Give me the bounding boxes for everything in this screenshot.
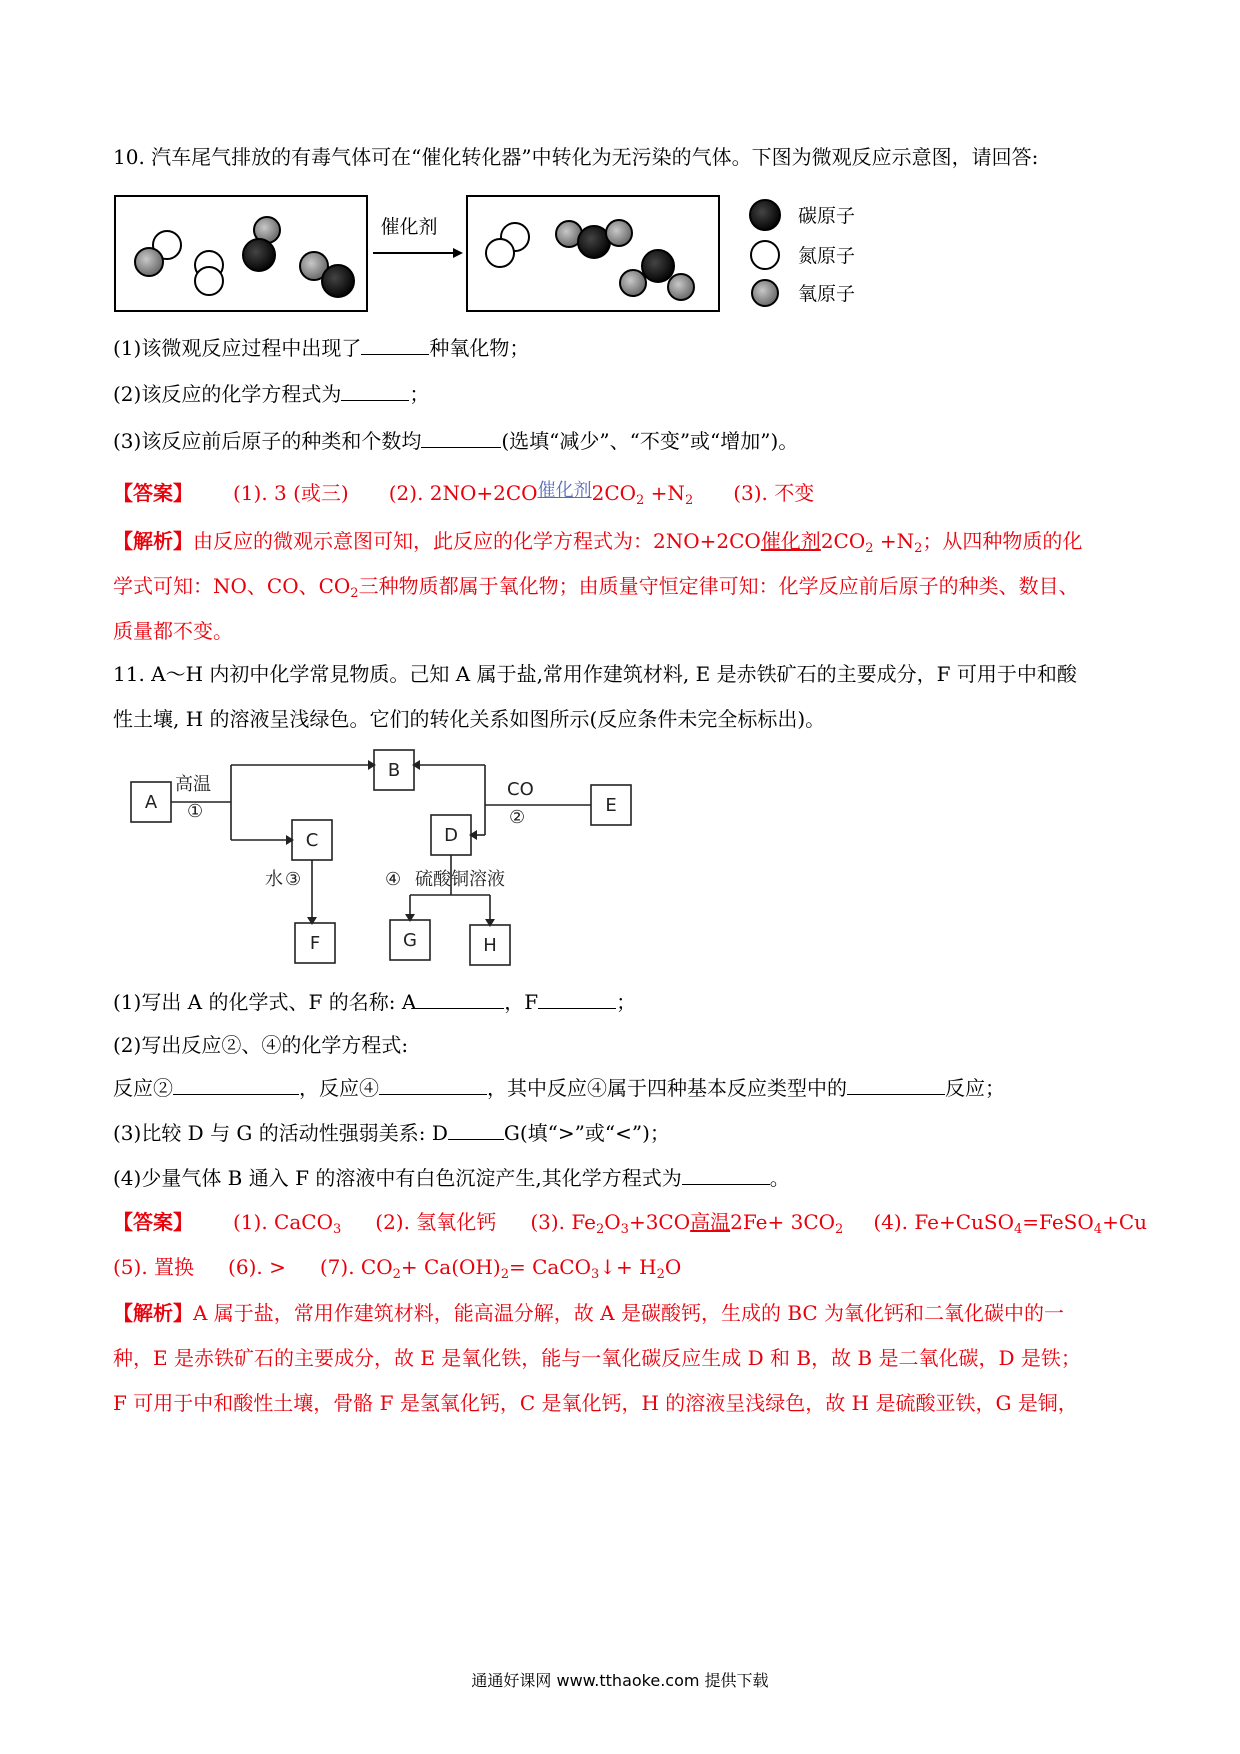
q11-analysis-line-2: 种，E 是赤铁矿石的主要成分，故 E 是氧化铁，能与一氧化碳反应生成 D 和 B，故 B 是二氧化碳，D 是铁；	[113, 1346, 1081, 1370]
answer-blank[interactable]	[421, 427, 501, 448]
answer-blank[interactable]	[379, 1074, 487, 1095]
q11-question-1: (1)写出 A 的化学式、F 的名称: A ，F ；	[113, 990, 637, 1014]
q11-stem-line-1: 11. A～H 内初中化学常見物质。己知 A 属于盐,常用作建筑材料, E 是赤铁矿石的主要成分，F 可用于中和酸	[113, 662, 1077, 686]
q11-question-4: (4)少量气体 B 通入 F 的溶液中有白色沉淀产生,其化学方程式为 。	[113, 1166, 790, 1190]
q11-question-2: (2)写出反应②、④的化学方程式:	[113, 1033, 409, 1057]
q11-stem-line-2: 性土壤, H 的溶液呈浅绿色。它们的转化关系如图所示(反应条件未完全标标出)。	[113, 707, 826, 731]
answer-blank[interactable]	[682, 1164, 770, 1185]
q11-analysis-line-1: 【解析】A 属于盐，常用作建筑材料，能高温分解，故 A 是碳酸钙，生成的 BC 为氧化钙和二氧化碳中的一	[113, 1301, 1065, 1325]
svg-text:硫酸铜溶液: 硫酸铜溶液	[415, 869, 505, 890]
q10-stem: 10. 汽车尾气排放的有毒气体可在“催化转化器”中转化为无污染的气体。下图为微观反应示意图，请回答:	[113, 145, 1039, 169]
answer-blank[interactable]	[173, 1074, 299, 1095]
svg-text:④: ④	[385, 869, 402, 890]
svg-text:②: ②	[509, 807, 526, 828]
svg-text:氧原子: 氧原子	[798, 283, 856, 305]
q11-question-2-blanks: 反应② ，反应④ ，其中反应④属于四种基本反应类型中的 反应；	[113, 1076, 1005, 1100]
legend-oxygen-icon	[752, 280, 778, 306]
q10-analysis-line-3: 质量都不变。	[113, 619, 233, 643]
svg-text:D: D	[444, 825, 458, 846]
answer-blank[interactable]	[847, 1074, 945, 1095]
q10-question-2: (2)该反应的化学方程式为 ；	[113, 382, 430, 406]
product-molecules	[486, 220, 694, 300]
svg-text:E: E	[605, 795, 617, 816]
svg-text:高温: 高温	[175, 774, 211, 795]
q11-answer-line-1: 【答案】 (1). CaCO$_3$ (2). 氢氧化钙 (3). $Fe_2O_3+3CO$高温$2Fe+ 3CO_2$ (4). Fe+CuSO$_4$=FeSO$_4$+Cu	[113, 1210, 1148, 1237]
q11-answer-line-2: (5). 置换 (6). > (7). $CO_2+ Ca(OH)_2=$ CaCO$_3$↓+ $H_2O$	[113, 1255, 682, 1282]
svg-text:H: H	[483, 935, 497, 956]
q10-question-1: (1)该微观反应过程中出现了 种氧化物；	[113, 336, 530, 360]
answer-blank[interactable]	[361, 334, 429, 355]
q10-question-3: (3)该反应前后原子的种类和个数均 (选填“减少”、“不变”或“增加”)。	[113, 429, 799, 453]
svg-text:B: B	[387, 760, 401, 781]
q10-answer: 【答案】 (1). 3 (或三) (2). 2NO+2CO催化剂$2CO_2 +N_2$ (3). 不变	[113, 480, 815, 508]
legend-carbon-icon	[750, 200, 780, 230]
svg-text:F: F	[309, 933, 321, 954]
svg-text:碳原子: 碳原子	[798, 205, 856, 227]
svg-text:氮原子: 氮原子	[798, 245, 856, 267]
reactant-molecules	[135, 217, 354, 297]
q11-analysis-line-3: F 可用于中和酸性土壤，骨骼 F 是氢氧化钙，C 是氧化钙，H 的溶液呈浅绿色，故 H 是硫酸亚铁，G 是铜，	[113, 1391, 1078, 1415]
q10-analysis-line-1: 【解析】由反应的微观示意图可知，此反应的化学方程式为：2NO+2CO催化剂$2CO_2 +N_2$；从四种物质的化	[113, 529, 1083, 556]
svg-text:①: ①	[187, 801, 204, 822]
q11-conversion-diagram	[113, 745, 673, 975]
legend-nitrogen-icon	[751, 241, 779, 269]
svg-text:③: ③	[285, 869, 302, 890]
svg-text:A: A	[144, 792, 158, 813]
legend	[750, 200, 855, 306]
svg-text:水: 水	[265, 869, 283, 890]
answer-blank[interactable]	[341, 380, 409, 401]
footer-text: 通通好课网 www.tthaoke.com 提供下载	[471, 1671, 769, 1690]
svg-text:CO: CO	[507, 779, 534, 800]
answer-blank[interactable]	[416, 988, 504, 1009]
answer-blank[interactable]	[538, 988, 616, 1009]
q10-reaction-diagram	[113, 193, 893, 318]
catalyst-label: 催化剂	[380, 216, 438, 238]
answer-blank[interactable]	[448, 1119, 504, 1140]
q10-analysis-line-2: 学式可知：NO、CO、$CO_2$三种物质都属于氧化物；由质量守恒定律可知：化学反应前后原子的种类、数目、	[113, 574, 1079, 601]
svg-text:G: G	[403, 930, 417, 951]
svg-text:C: C	[305, 830, 319, 851]
q11-question-3: (3)比较 D 与 G 的活动性强弱美系: D G(填“>”或“<”)；	[113, 1121, 670, 1145]
